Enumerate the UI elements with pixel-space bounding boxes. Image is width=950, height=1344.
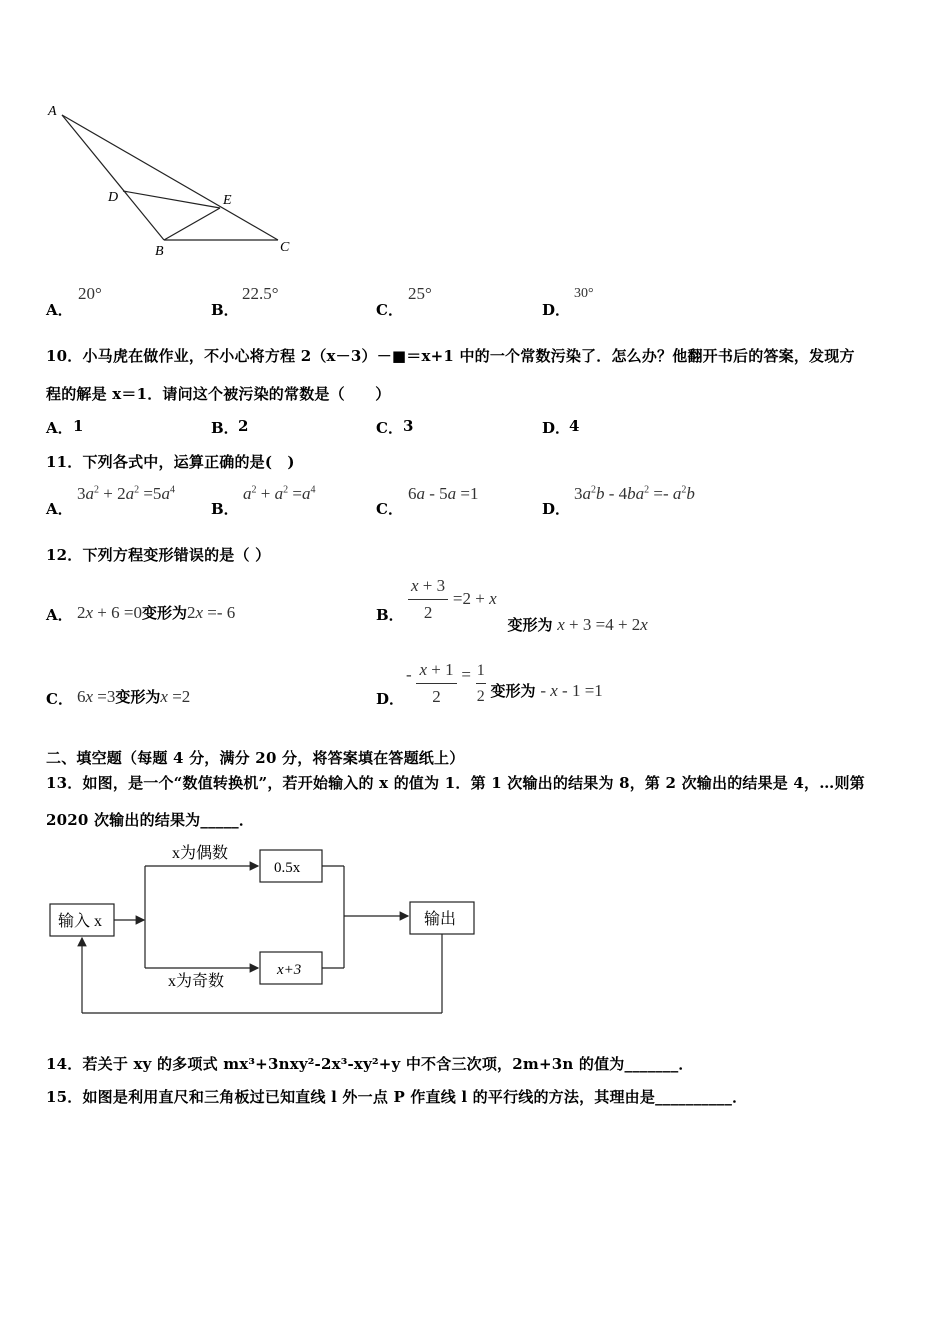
- triangle-figure: [40, 95, 310, 265]
- section-2-title: 二、填空题（每题 4 分，满分 20 分，将答案填在答题纸上）: [46, 749, 465, 767]
- q12-stem: 12．下列方程变形错误的是（ ）: [46, 546, 271, 564]
- q13-line2: 2020 次输出的结果为_____．: [46, 811, 255, 829]
- vertex-c-label: C: [280, 240, 290, 255]
- q10-option-d-label: D．: [542, 419, 571, 437]
- q10-option-a-value: 1: [73, 417, 84, 435]
- q15-text: 15．如图是利用直尺和三角板过已知直线 l 外一点 P 作直线 l 的平行线的方法，其理由是__________．: [46, 1088, 748, 1106]
- q12-option-c-expr: 6x =3变形为x =2: [77, 687, 191, 706]
- q9-option-c-value: 25°: [408, 284, 432, 303]
- output-box-label: 输出: [424, 911, 457, 928]
- q12-option-b-label: B．: [376, 606, 404, 624]
- vertex-b-label: B: [155, 244, 164, 259]
- q10-option-c-label: C．: [376, 419, 403, 437]
- q10-line2: 程的解是 x＝1．请问这个被污染的常数是（ ）: [46, 385, 391, 403]
- q11-option-d-expr: $3a^2b - 4ba^2 =- a^2b$: [574, 484, 695, 503]
- q14-text: 14．若关于 xy 的多项式 mx³+3nxy²-2x³-xy²+y 中不含三次项，2m+3n 的值为_______．: [46, 1055, 694, 1073]
- q12-option-d-expr: - $\frac{x + 1}{2}$ = $\frac{1}{2}$ 变形为 - x - 1 =1: [406, 660, 603, 706]
- q10-line1: 10．小马虎在做作业，不小心将方程 2（x－3）－■＝x+1 中的一个常数污染了．怎么办？他翻开书后的答案，发现方: [46, 347, 855, 365]
- q11-option-c-label: C．: [376, 500, 403, 518]
- q11-option-b-label: B．: [211, 500, 239, 518]
- q10-option-b-label: B．: [211, 419, 239, 437]
- q11-option-a-label: A．: [46, 500, 73, 518]
- odd-branch-label: x为奇数: [168, 973, 225, 990]
- q9-option-c-label: C．: [376, 301, 403, 319]
- input-box-label: 输入 x: [58, 913, 103, 930]
- q9-option-a-label: A．: [46, 301, 73, 319]
- q12-option-c-label: C．: [46, 690, 73, 708]
- even-branch-label: x为偶数: [172, 845, 229, 862]
- q10-option-b-value: 2: [238, 417, 249, 435]
- q10-option-d-value: 4: [569, 417, 580, 435]
- q12-option-b-expr: $\frac{x + 3}{2}$ =2 + x 变形为 x + 3 =4 + 2x: [408, 577, 648, 622]
- q9-option-b-value: 22.5°: [242, 284, 279, 303]
- q10-option-a-label: A．: [46, 419, 73, 437]
- q9-option-a-value: 20°: [78, 284, 102, 303]
- q12-option-d-label: D．: [376, 690, 405, 708]
- vertex-d-label: D: [108, 190, 119, 205]
- conversion-flowchart: [40, 838, 490, 1018]
- q11-option-c-expr: 6a - 5a =1: [408, 484, 479, 503]
- q11-option-a-expr: $3a^2 + 2a^2 =5a^4$: [77, 484, 175, 503]
- vertex-a-label: A: [48, 104, 57, 119]
- vertex-e-label: E: [223, 193, 232, 208]
- q12-option-a-expr: 2x + 6 =0变形为2x =- 6: [77, 603, 236, 622]
- even-op-label: 0.5x: [274, 860, 301, 876]
- q11-option-b-expr: $a^2 + a^2 =a^4$: [243, 484, 316, 503]
- q10-option-c-value: 3: [403, 417, 414, 435]
- q11-option-d-label: D．: [542, 500, 571, 518]
- q9-option-d-label: D．: [542, 301, 571, 319]
- q9-option-d-value: 30°: [574, 286, 594, 301]
- q13-line1: 13．如图，是一个“数值转换机”，若开始输入的 x 的值为 1．第 1 次输出的结果为 8，第 2 次输出的结果是 4，…则第: [46, 774, 865, 792]
- q12-option-a-label: A．: [46, 606, 73, 624]
- q9-option-b-label: B．: [211, 301, 239, 319]
- odd-op-label: x+3: [277, 962, 302, 978]
- q11-stem: 11．下列各式中，运算正确的是( ): [46, 453, 295, 471]
